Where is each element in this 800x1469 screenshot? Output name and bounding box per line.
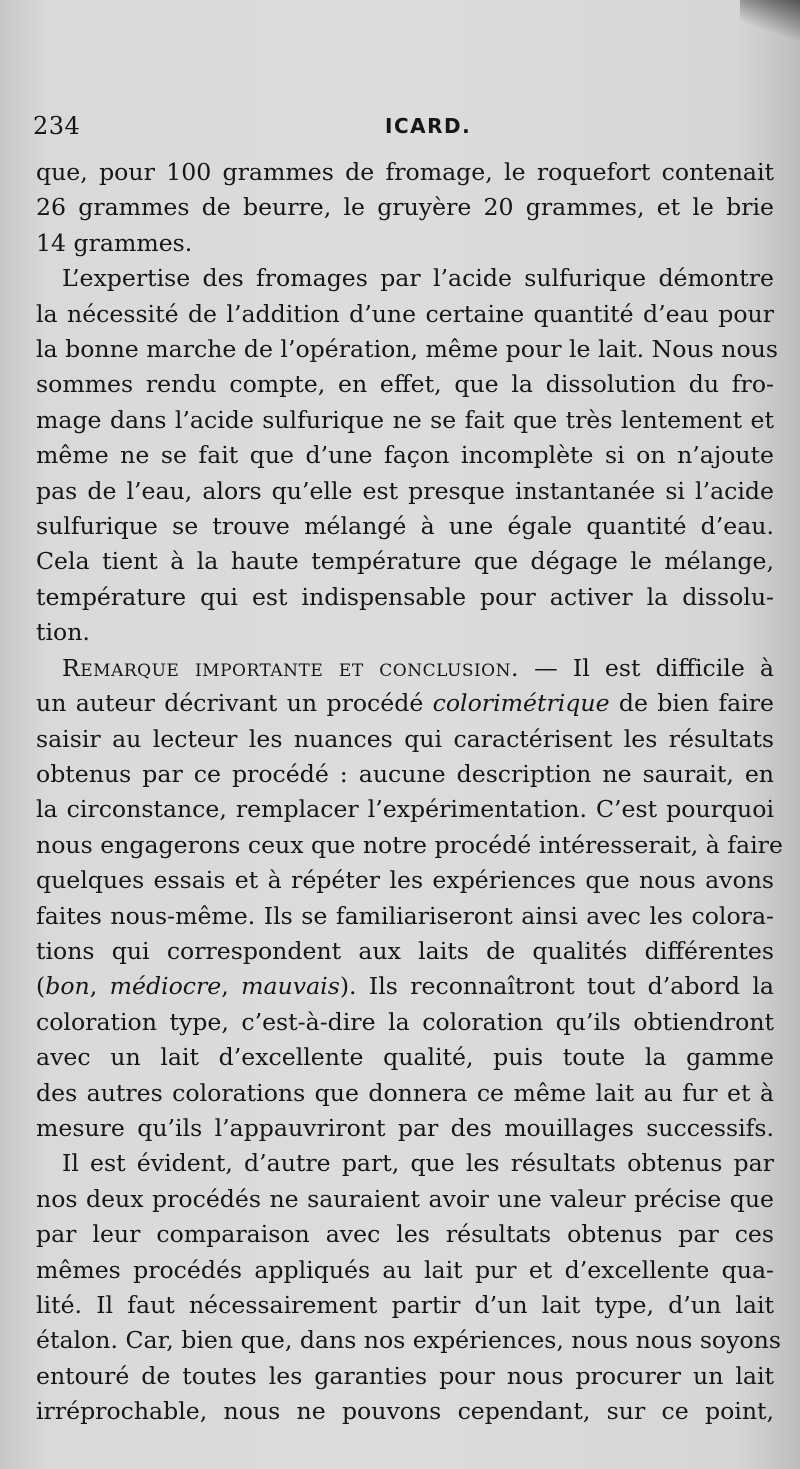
text-line: saisir au lecteur les nuances qui caractérisent les résultats <box>36 724 774 753</box>
text-segment: , <box>221 972 242 1001</box>
body-text <box>36 155 783 1430</box>
text-line: la nécessité de l’addition d’une certaine quantité d’eau pour <box>36 299 774 328</box>
page-edge-shadow <box>740 0 800 40</box>
italic-term: médiocre <box>109 972 222 1001</box>
text-line: étalon. Car, bien que, dans nos expériences, nous nous soyons <box>36 1326 781 1355</box>
page-number: 234 <box>33 112 81 140</box>
text-segment: , <box>89 972 110 1001</box>
text-line: coloration type, c’est-à-dire la coloration qu’ils obtiendront <box>36 1007 774 1036</box>
text-line: tions qui correspondent aux laits de qualités différentes <box>36 936 774 965</box>
text-segment: de bien faire <box>609 689 775 718</box>
text-segment: un auteur décrivant un procédé <box>36 689 433 718</box>
text-line: sulfurique se trouve mélangé à une égale quantité d’eau. <box>36 512 774 541</box>
text-line: faites nous-même. Ils se familiariseront ainsi avec les colora- <box>36 901 774 930</box>
italic-term: bon <box>45 972 90 1001</box>
text-line: 26 grammes de beurre, le gruyère 20 grammes, et le brie <box>36 193 774 222</box>
text-line: 14 grammes. <box>36 228 193 257</box>
text-line: nous engagerons ceux que notre procédé intéresserait, à faire <box>36 830 783 859</box>
italic-term: colorimétrique <box>432 689 610 718</box>
text-line: des autres colorations que donnera ce même lait au fur et à <box>36 1078 774 1107</box>
text-line: sommes rendu compte, en effet, que la dissolution du fro- <box>36 370 774 399</box>
text-line: entouré de toutes les garanties pour nous procurer un lait <box>36 1361 774 1390</box>
text-line: Cela tient à la haute température que dégage le mélange, <box>36 547 774 576</box>
text-line: nos deux procédés ne sauraient avoir une valeur précise que <box>36 1184 774 1213</box>
paragraph-start: L’expertise des fromages par l’acide sulfurique démontre <box>62 264 774 293</box>
text-line: pas de l’eau, alors qu’elle est presque instantanée si l’acide <box>36 476 774 505</box>
text-line: mêmes procédés appliqués au lait pur et d’excellente qua- <box>36 1255 774 1284</box>
text-line: irréprochable, nous ne pouvons cependant, sur ce point, <box>36 1397 774 1426</box>
text-line: la bonne marche de l’opération, même pour le lait. Nous nous <box>36 335 778 364</box>
text-line: mage dans l’acide sulfurique ne se fait que très lentement et <box>36 405 774 434</box>
text-segment: ). Ils reconnaîtront tout d’abord la <box>339 972 774 1001</box>
text-line: avec un lait d’excellente qualité, puis toute la gamme <box>36 1043 774 1072</box>
section-heading-line <box>36 651 774 686</box>
running-head: ICARD. <box>385 114 472 138</box>
section-heading-rest: — Il est difficile à <box>519 653 774 682</box>
text-line: lité. Il faut nécessairement partir d’un lait type, d’un lait <box>36 1291 774 1319</box>
text-line <box>36 686 774 721</box>
text-line <box>36 969 774 1004</box>
page-header <box>33 112 773 146</box>
text-line: que, pour 100 grammes de fromage, le roquefort contenait <box>36 158 774 186</box>
text-line: quelques essais et à répéter les expériences que nous avons <box>36 866 774 895</box>
text-line: même ne se fait que d’une façon incomplète si on n’ajoute <box>36 441 774 470</box>
paragraph-start: Il est évident, d’autre part, que les résultats obtenus par <box>62 1149 774 1178</box>
text-line: la circonstance, remplacer l’expérimentation. C’est pourquoi <box>36 795 774 824</box>
section-heading: Remarque importante et conclusion. <box>62 653 519 682</box>
text-line: tion. <box>36 618 90 647</box>
text-line: obtenus par ce procédé : aucune description ne saurait, en <box>36 759 774 788</box>
text-line: température qui est indispensable pour activer la dissolu- <box>36 582 774 611</box>
text-segment: ( <box>36 972 46 1001</box>
text-line: mesure qu’ils l’appauvriront par des mouillages successifs. <box>36 1113 774 1142</box>
text-line: par leur comparaison avec les résultats obtenus par ces <box>36 1220 774 1249</box>
italic-term: mauvais <box>241 972 340 1001</box>
